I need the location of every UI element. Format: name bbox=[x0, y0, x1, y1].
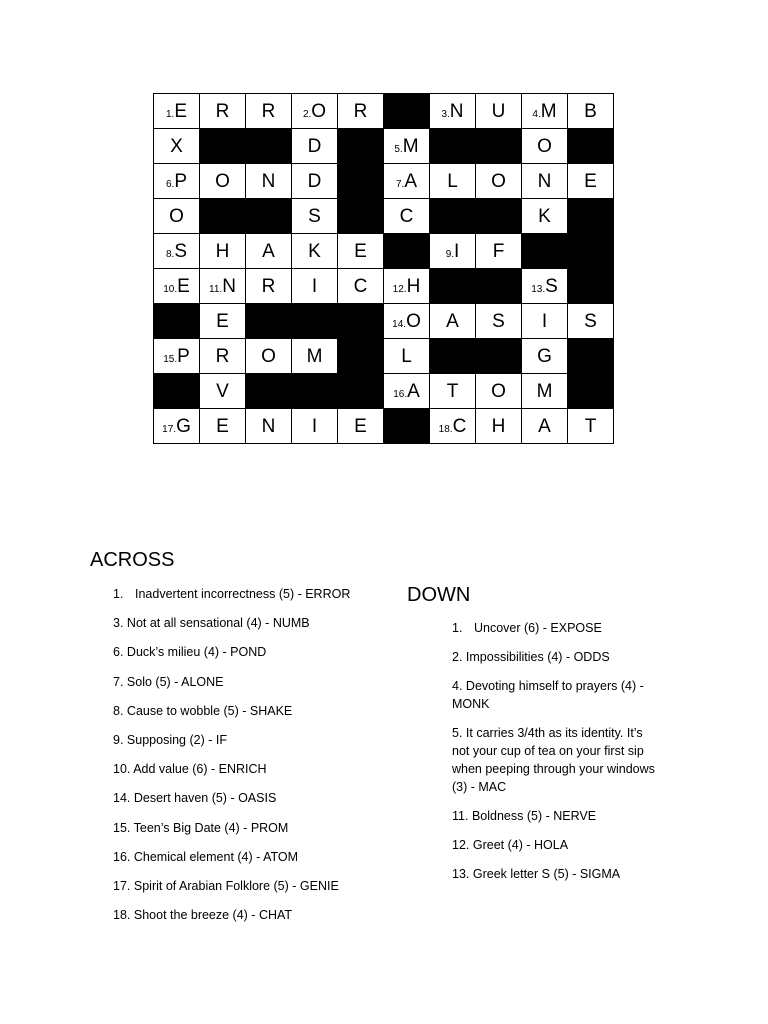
cell-letter: R bbox=[261, 275, 276, 297]
cell-letter: O bbox=[537, 135, 552, 157]
cell-letter: A bbox=[407, 380, 420, 402]
grid-cell bbox=[476, 234, 522, 269]
clue-number: 1. bbox=[165, 108, 175, 120]
cell-letter: N bbox=[222, 275, 236, 297]
grid-cell bbox=[292, 269, 338, 304]
clue-number: 9. bbox=[445, 248, 455, 260]
grid-cell bbox=[384, 374, 430, 409]
grid-row bbox=[154, 199, 614, 234]
black-square bbox=[522, 234, 568, 269]
grid-row bbox=[154, 339, 614, 374]
cell-letter: G bbox=[176, 415, 191, 437]
grid-cell bbox=[200, 374, 246, 409]
black-square bbox=[154, 304, 200, 339]
cell-letter: H bbox=[406, 275, 421, 297]
cell-letter: N bbox=[261, 170, 276, 192]
clue-number: 15. bbox=[163, 353, 178, 365]
cell-letter: E bbox=[216, 415, 229, 437]
black-square bbox=[430, 339, 476, 374]
cell-letter: E bbox=[177, 275, 190, 297]
cell-letter: R bbox=[215, 345, 230, 367]
across-clue-text: Add value (6) - ENRICH bbox=[133, 762, 267, 777]
clue-number: 8. bbox=[165, 248, 175, 260]
black-square bbox=[430, 199, 476, 234]
grid-cell bbox=[154, 129, 200, 164]
clue-number: 17. bbox=[162, 423, 177, 435]
down-clue bbox=[452, 724, 662, 796]
across-clue bbox=[113, 673, 393, 691]
grid-cell bbox=[476, 374, 522, 409]
grid-cell bbox=[430, 234, 476, 269]
grid-cell bbox=[200, 409, 246, 444]
across-clue-number: 18. bbox=[113, 908, 131, 923]
clue-number: 13. bbox=[531, 283, 546, 295]
cell-letter: H bbox=[215, 240, 230, 262]
cell-letter: T bbox=[584, 415, 597, 437]
clue-number: 5. bbox=[394, 143, 403, 155]
across-clue-text: Not at all sensational (4) - NUMB bbox=[126, 616, 310, 631]
cell-letter: S bbox=[584, 310, 597, 332]
black-square bbox=[476, 269, 522, 304]
black-square bbox=[246, 199, 292, 234]
cell-letter: I bbox=[541, 310, 548, 332]
cell-letter: P bbox=[177, 345, 190, 367]
grid-cell bbox=[292, 234, 338, 269]
cell-letter: N bbox=[261, 415, 276, 437]
cell-letter: E bbox=[354, 415, 367, 437]
grid-cell bbox=[292, 409, 338, 444]
grid-cell bbox=[476, 94, 522, 129]
black-square bbox=[568, 339, 614, 374]
across-clue bbox=[113, 906, 393, 924]
across-clue-number: 15. bbox=[113, 820, 131, 835]
cell-letter: O bbox=[311, 100, 327, 122]
down-clue-number: 4. bbox=[452, 679, 463, 693]
down-clue-number: 5. bbox=[452, 726, 463, 740]
clue-number: 14. bbox=[392, 318, 407, 330]
cell-letter: D bbox=[307, 135, 322, 157]
grid-cell bbox=[292, 339, 338, 374]
down-clue-text: Greek letter S (5) - SIGMA bbox=[472, 867, 621, 881]
cell-letter: O bbox=[169, 205, 184, 227]
down-clue bbox=[452, 865, 662, 883]
black-square bbox=[476, 129, 522, 164]
grid-cell bbox=[568, 304, 614, 339]
cell-letter: S bbox=[492, 310, 505, 332]
grid-cell bbox=[292, 129, 338, 164]
cell-letter: L bbox=[447, 170, 458, 192]
black-square bbox=[430, 269, 476, 304]
cell-letter: R bbox=[261, 100, 276, 122]
clue-number: 4. bbox=[532, 108, 541, 120]
cell-letter: K bbox=[538, 205, 551, 227]
grid-cell bbox=[384, 304, 430, 339]
grid-cell bbox=[384, 164, 430, 199]
black-square bbox=[568, 234, 614, 269]
black-square bbox=[384, 94, 430, 129]
grid-cell bbox=[338, 409, 384, 444]
down-clue bbox=[452, 648, 662, 666]
black-square bbox=[430, 129, 476, 164]
cell-letter: C bbox=[399, 205, 414, 227]
grid-cell bbox=[522, 409, 568, 444]
black-square bbox=[568, 269, 614, 304]
grid-cell bbox=[384, 339, 430, 374]
clue-number: 2. bbox=[302, 108, 312, 120]
clue-number: 18. bbox=[438, 423, 453, 435]
grid-cell bbox=[200, 304, 246, 339]
across-clue-number: 17. bbox=[113, 878, 131, 893]
black-square bbox=[200, 199, 246, 234]
grid-cell bbox=[246, 164, 292, 199]
down-clue-text: It carries 3/4th as its identity. It’s not your cup of tea on your first sip when peeping through your windows (3) - MAC bbox=[452, 726, 655, 794]
grid-cell bbox=[430, 94, 476, 129]
cell-letter: T bbox=[446, 380, 459, 402]
cell-letter: P bbox=[174, 170, 188, 192]
black-square bbox=[568, 129, 614, 164]
cell-letter: I bbox=[454, 240, 460, 262]
cell-letter: C bbox=[353, 275, 368, 297]
down-clue-text: Boldness (5) - NERVE bbox=[471, 809, 597, 823]
cell-letter: O bbox=[491, 170, 506, 192]
grid-row bbox=[154, 269, 614, 304]
grid-row bbox=[154, 94, 614, 129]
clue-number: 10. bbox=[163, 283, 178, 295]
grid-cell bbox=[384, 129, 430, 164]
grid-cell bbox=[292, 199, 338, 234]
cell-letter: I bbox=[311, 275, 318, 297]
black-square bbox=[200, 129, 246, 164]
crossword-grid bbox=[153, 93, 614, 444]
black-square bbox=[568, 199, 614, 234]
across-clue-number: 7. bbox=[113, 674, 124, 689]
cell-letter: M bbox=[540, 100, 557, 122]
grid-cell bbox=[292, 94, 338, 129]
cell-letter: A bbox=[262, 240, 275, 262]
across-clue-text: Chemical element (4) - ATOM bbox=[133, 849, 299, 864]
across-clue-number: 16. bbox=[113, 849, 131, 864]
grid-cell bbox=[522, 339, 568, 374]
cell-letter: O bbox=[215, 170, 230, 192]
across-clue bbox=[113, 789, 393, 807]
down-clue-number: 12. bbox=[452, 838, 470, 852]
down-clue-text: Uncover (6) - EXPOSE bbox=[474, 621, 602, 635]
cell-letter: O bbox=[261, 345, 276, 367]
grid-cell bbox=[154, 94, 200, 129]
cell-letter: F bbox=[492, 240, 505, 262]
black-square bbox=[384, 234, 430, 269]
grid-cell bbox=[154, 199, 200, 234]
black-square bbox=[154, 374, 200, 409]
across-heading: ACROSS bbox=[90, 549, 175, 571]
clue-number: 6. bbox=[165, 178, 175, 190]
cell-letter: O bbox=[491, 380, 506, 402]
cell-letter: S bbox=[545, 275, 558, 297]
across-clue bbox=[113, 877, 393, 895]
across-clue bbox=[113, 702, 393, 720]
down-clue bbox=[452, 836, 662, 854]
grid-cell bbox=[522, 199, 568, 234]
across-clue-number: 6. bbox=[113, 645, 124, 660]
across-clue-number: 1. bbox=[113, 587, 124, 601]
black-square bbox=[476, 339, 522, 374]
down-clue bbox=[452, 619, 662, 637]
grid-cell bbox=[522, 129, 568, 164]
black-square bbox=[568, 374, 614, 409]
cell-letter: H bbox=[491, 415, 506, 437]
across-clue bbox=[113, 760, 393, 778]
across-clue-text: Supposing (2) - IF bbox=[126, 732, 227, 747]
grid-cell bbox=[200, 94, 246, 129]
down-clue-number: 2. bbox=[452, 650, 463, 664]
cell-letter: N bbox=[537, 170, 552, 192]
grid-cell bbox=[246, 409, 292, 444]
grid-cell bbox=[200, 164, 246, 199]
grid-row bbox=[154, 164, 614, 199]
grid-cell bbox=[246, 234, 292, 269]
clue-number: 11. bbox=[209, 283, 223, 295]
grid-cell bbox=[568, 409, 614, 444]
clue-number: 16. bbox=[393, 388, 408, 400]
grid-cell bbox=[568, 164, 614, 199]
cell-letter: B bbox=[584, 100, 597, 122]
grid-cell bbox=[522, 164, 568, 199]
down-heading: DOWN bbox=[407, 584, 471, 606]
across-clue bbox=[113, 848, 393, 866]
grid-cell bbox=[338, 94, 384, 129]
grid-cell bbox=[522, 304, 568, 339]
grid-cell bbox=[246, 94, 292, 129]
cell-letter: R bbox=[353, 100, 368, 122]
grid-cell bbox=[246, 339, 292, 374]
grid-cell bbox=[430, 374, 476, 409]
grid-row bbox=[154, 374, 614, 409]
across-clue-text: Solo (5) - ALONE bbox=[126, 674, 224, 689]
grid-row bbox=[154, 409, 614, 444]
grid-cell bbox=[292, 164, 338, 199]
black-square bbox=[338, 304, 384, 339]
across-clue-number: 14. bbox=[113, 791, 131, 806]
cell-letter: E bbox=[216, 310, 229, 332]
grid-cell bbox=[200, 339, 246, 374]
grid-cell bbox=[568, 94, 614, 129]
cell-letter: E bbox=[584, 170, 597, 192]
across-clue-list bbox=[113, 585, 393, 935]
cell-letter: R bbox=[215, 100, 230, 122]
grid-cell bbox=[430, 304, 476, 339]
cell-letter: E bbox=[354, 240, 367, 262]
across-clue-text: Cause to wobble (5) - SHAKE bbox=[126, 703, 293, 718]
grid-cell bbox=[154, 234, 200, 269]
cell-letter: K bbox=[308, 240, 321, 262]
black-square bbox=[338, 339, 384, 374]
down-clue-text: Devoting himself to prayers (4) - MONK bbox=[452, 679, 644, 711]
black-square bbox=[292, 374, 338, 409]
black-square bbox=[338, 164, 384, 199]
black-square bbox=[338, 374, 384, 409]
clue-number: 3. bbox=[441, 108, 450, 120]
cell-letter: E bbox=[174, 100, 188, 122]
grid-cell bbox=[154, 339, 200, 374]
grid-cell bbox=[338, 234, 384, 269]
black-square bbox=[246, 129, 292, 164]
across-clue bbox=[113, 643, 393, 661]
down-clue-text: Greet (4) - HOLA bbox=[472, 838, 569, 852]
cell-letter: S bbox=[308, 205, 321, 227]
grid-cell bbox=[476, 164, 522, 199]
black-square bbox=[476, 199, 522, 234]
cell-letter: A bbox=[404, 170, 418, 192]
across-clue-number: 3. bbox=[113, 616, 124, 631]
across-clue-number: 10. bbox=[113, 762, 131, 777]
down-clue-number: 1. bbox=[452, 621, 463, 635]
across-clue-text: Teen’s Big Date (4) - PROM bbox=[133, 820, 289, 835]
down-clue bbox=[452, 677, 662, 713]
cell-letter: M bbox=[536, 380, 553, 402]
clue-number: 12. bbox=[392, 283, 407, 295]
cell-letter: C bbox=[452, 415, 467, 437]
grid-cell bbox=[430, 164, 476, 199]
cell-letter: A bbox=[538, 415, 551, 437]
down-clue-text: Impossibilities (4) - ODDS bbox=[465, 650, 610, 664]
grid-cell bbox=[476, 304, 522, 339]
down-clue bbox=[452, 807, 662, 825]
grid-cell bbox=[200, 269, 246, 304]
black-square bbox=[292, 304, 338, 339]
across-clue-number: 9. bbox=[113, 732, 124, 747]
grid-cell bbox=[154, 409, 200, 444]
cell-letter: N bbox=[449, 100, 464, 122]
grid-cell bbox=[522, 94, 568, 129]
cell-letter: X bbox=[170, 135, 183, 157]
grid-cell bbox=[384, 199, 430, 234]
cell-letter: S bbox=[174, 240, 188, 262]
across-clue bbox=[113, 819, 393, 837]
grid-row bbox=[154, 234, 614, 269]
black-square bbox=[246, 304, 292, 339]
across-clue-text: Spirit of Arabian Folklore (5) - GENIE bbox=[133, 878, 339, 893]
cell-letter: D bbox=[307, 170, 322, 192]
cell-letter: G bbox=[537, 345, 552, 367]
grid-cell bbox=[154, 269, 200, 304]
across-clue bbox=[113, 614, 393, 632]
cell-letter: U bbox=[491, 100, 506, 122]
across-clue-text: Desert haven (5) - OASIS bbox=[133, 791, 277, 806]
across-clue-text: Inadvertent incorrectness (5) - ERROR bbox=[135, 587, 351, 601]
cell-letter: I bbox=[311, 415, 318, 437]
across-clue-text: Shoot the breeze (4) - CHAT bbox=[133, 908, 293, 923]
across-clue-text: Duck’s milieu (4) - POND bbox=[126, 645, 267, 660]
black-square bbox=[338, 129, 384, 164]
grid-cell bbox=[522, 374, 568, 409]
down-clue-list bbox=[452, 619, 662, 894]
across-clue bbox=[113, 585, 393, 603]
down-clue-number: 11. bbox=[452, 809, 469, 823]
cell-letter: O bbox=[406, 310, 421, 332]
clue-number: 7. bbox=[395, 178, 405, 190]
cell-letter: A bbox=[446, 310, 459, 332]
cell-letter: M bbox=[402, 135, 419, 157]
black-square bbox=[384, 409, 430, 444]
grid-cell bbox=[522, 269, 568, 304]
down-clue-number: 13. bbox=[452, 867, 470, 881]
grid-cell bbox=[246, 269, 292, 304]
grid-cell bbox=[338, 269, 384, 304]
black-square bbox=[338, 199, 384, 234]
across-clue bbox=[113, 731, 393, 749]
black-square bbox=[246, 374, 292, 409]
cell-letter: V bbox=[216, 380, 229, 402]
grid-cell bbox=[200, 234, 246, 269]
grid-cell bbox=[154, 164, 200, 199]
grid-cell bbox=[476, 409, 522, 444]
cell-letter: M bbox=[306, 345, 323, 367]
grid-cell bbox=[430, 409, 476, 444]
grid-row bbox=[154, 129, 614, 164]
grid-row bbox=[154, 304, 614, 339]
cell-letter: L bbox=[401, 345, 412, 367]
across-clue-number: 8. bbox=[113, 703, 124, 718]
grid-cell bbox=[384, 269, 430, 304]
